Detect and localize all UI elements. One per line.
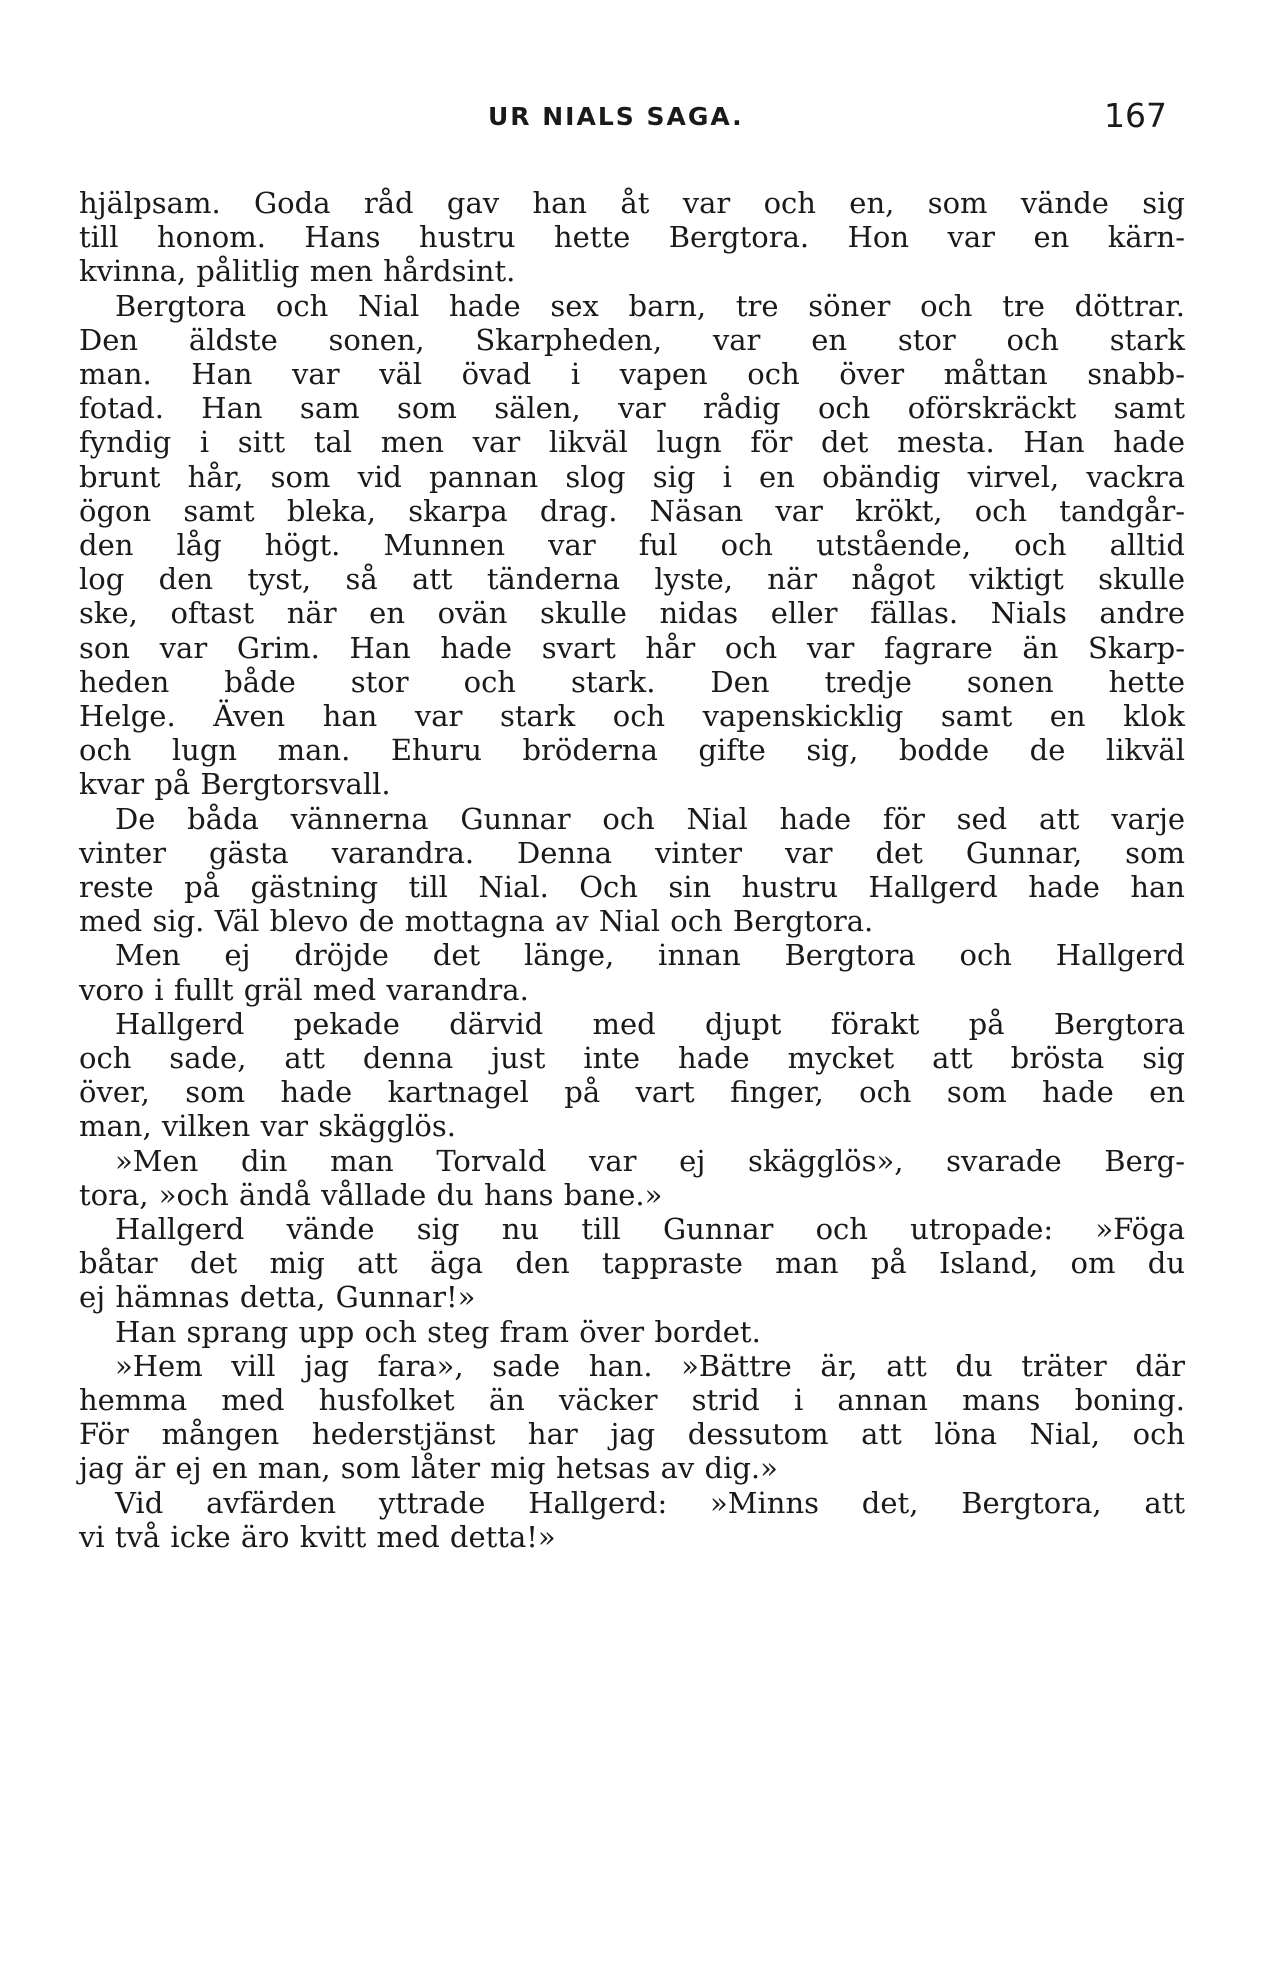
text-line: ske, oftast när en ovän skulle nidas eller fällas. Nials andre xyxy=(79,596,1185,631)
text-line: båtar det mig att äga den tappraste man på Island, om du xyxy=(79,1246,1185,1281)
text-line: till honom. Hans hustru hette Bergtora. Hon var en kärn- xyxy=(79,220,1185,255)
text-line: Men ej dröjde det länge, innan Bergtora och Hallgerd xyxy=(115,938,1185,973)
text-line: vinter gästa varandra. Denna vinter var det Gunnar, som xyxy=(79,835,1185,870)
text-line: ögon samt bleka, skarpa drag. Näsan var krökt, och tandgår- xyxy=(79,493,1185,528)
text-line: son var Grim. Han hade svart hår och var fagrare än Skarp- xyxy=(79,630,1185,665)
text-line: den låg högt. Munnen var ful och utstående, och alltid xyxy=(79,528,1185,562)
text-line: hemma med husfolket än väcker strid i annan mans boning. xyxy=(79,1383,1185,1417)
text-line: Helge. Även han var stark och vapenskicklig samt en klok xyxy=(79,699,1185,733)
text-line: Vid avfärden yttrade Hallgerd: »Minns det, Bergtora, att xyxy=(115,1485,1185,1520)
text-line: fyndig i sitt tal men var likväl lugn för det mesta. Han hade xyxy=(79,425,1185,460)
text-line: De båda vännerna Gunnar och Nial hade för sed att varje xyxy=(115,801,1185,836)
text-line: Bergtora och Nial hade sex barn, tre söner och tre döttrar. xyxy=(115,288,1185,323)
page-number: 167 xyxy=(1104,96,1167,135)
text-line: hjälpsam. Goda råd gav han åt var och en, som vände sig xyxy=(79,186,1185,220)
text-line: Han sprang upp och steg fram över bordet. xyxy=(115,1314,761,1349)
text-line: »Men din man Torvald var ej skägglös», svarade Berg- xyxy=(115,1143,1185,1178)
text-line: kvar på Bergtorsvall. xyxy=(79,767,391,802)
text-line: »Hem vill jag fara», sade han. »Bättre är, att du träter där xyxy=(115,1348,1185,1383)
text-line: För mången hederstjänst har jag dessutom att löna Nial, och xyxy=(79,1417,1185,1452)
text-line: brunt hår, som vid pannan slog sig i en obändig virvel, vackra xyxy=(79,459,1185,494)
text-line: vi två icke äro kvitt med detta!» xyxy=(79,1519,556,1554)
text-line: jag är ej en man, som låter mig hetsas av dig.» xyxy=(79,1451,778,1486)
text-line: log den tyst, så att tänderna lyste, när något viktigt skulle xyxy=(79,562,1185,597)
text-line: reste på gästning till Nial. Och sin hustru Hallgerd hade han xyxy=(79,870,1185,904)
text-line: fotad. Han sam som sälen, var rådig och oförskräckt samt xyxy=(79,391,1185,426)
text-line: och sade, att denna just inte hade mycket att brösta sig xyxy=(79,1041,1185,1075)
text-line: tora, »och ändå vållade du hans bane.» xyxy=(79,1177,663,1212)
running-head: UR NIALS SAGA. xyxy=(488,102,744,131)
text-line: voro i fullt gräl med varandra. xyxy=(79,972,529,1007)
text-line: Hallgerd pekade därvid med djupt förakt på Bergtora xyxy=(115,1006,1185,1041)
text-line: heden både stor och stark. Den tredje sonen hette xyxy=(79,664,1185,699)
text-line: ej hämnas detta, Gunnar!» xyxy=(79,1280,476,1315)
text-line: man, vilken var skägglös. xyxy=(79,1109,456,1144)
text-line: över, som hade kartnagel på vart finger, och som hade en xyxy=(79,1075,1185,1110)
text-line: man. Han var väl övad i vapen och över måttan snabb- xyxy=(79,357,1185,391)
text-line: Den äldste sonen, Skarpheden, var en stor och stark xyxy=(79,322,1185,357)
text-line: kvinna, pålitlig men hårdsint. xyxy=(79,254,516,289)
text-line: Hallgerd vände sig nu till Gunnar och utropade: »Föga xyxy=(115,1212,1185,1246)
text-line: och lugn man. Ehuru bröderna gifte sig, bodde de likväl xyxy=(79,733,1185,768)
text-line: med sig. Väl blevo de mottagna av Nial och Bergtora. xyxy=(79,904,874,939)
